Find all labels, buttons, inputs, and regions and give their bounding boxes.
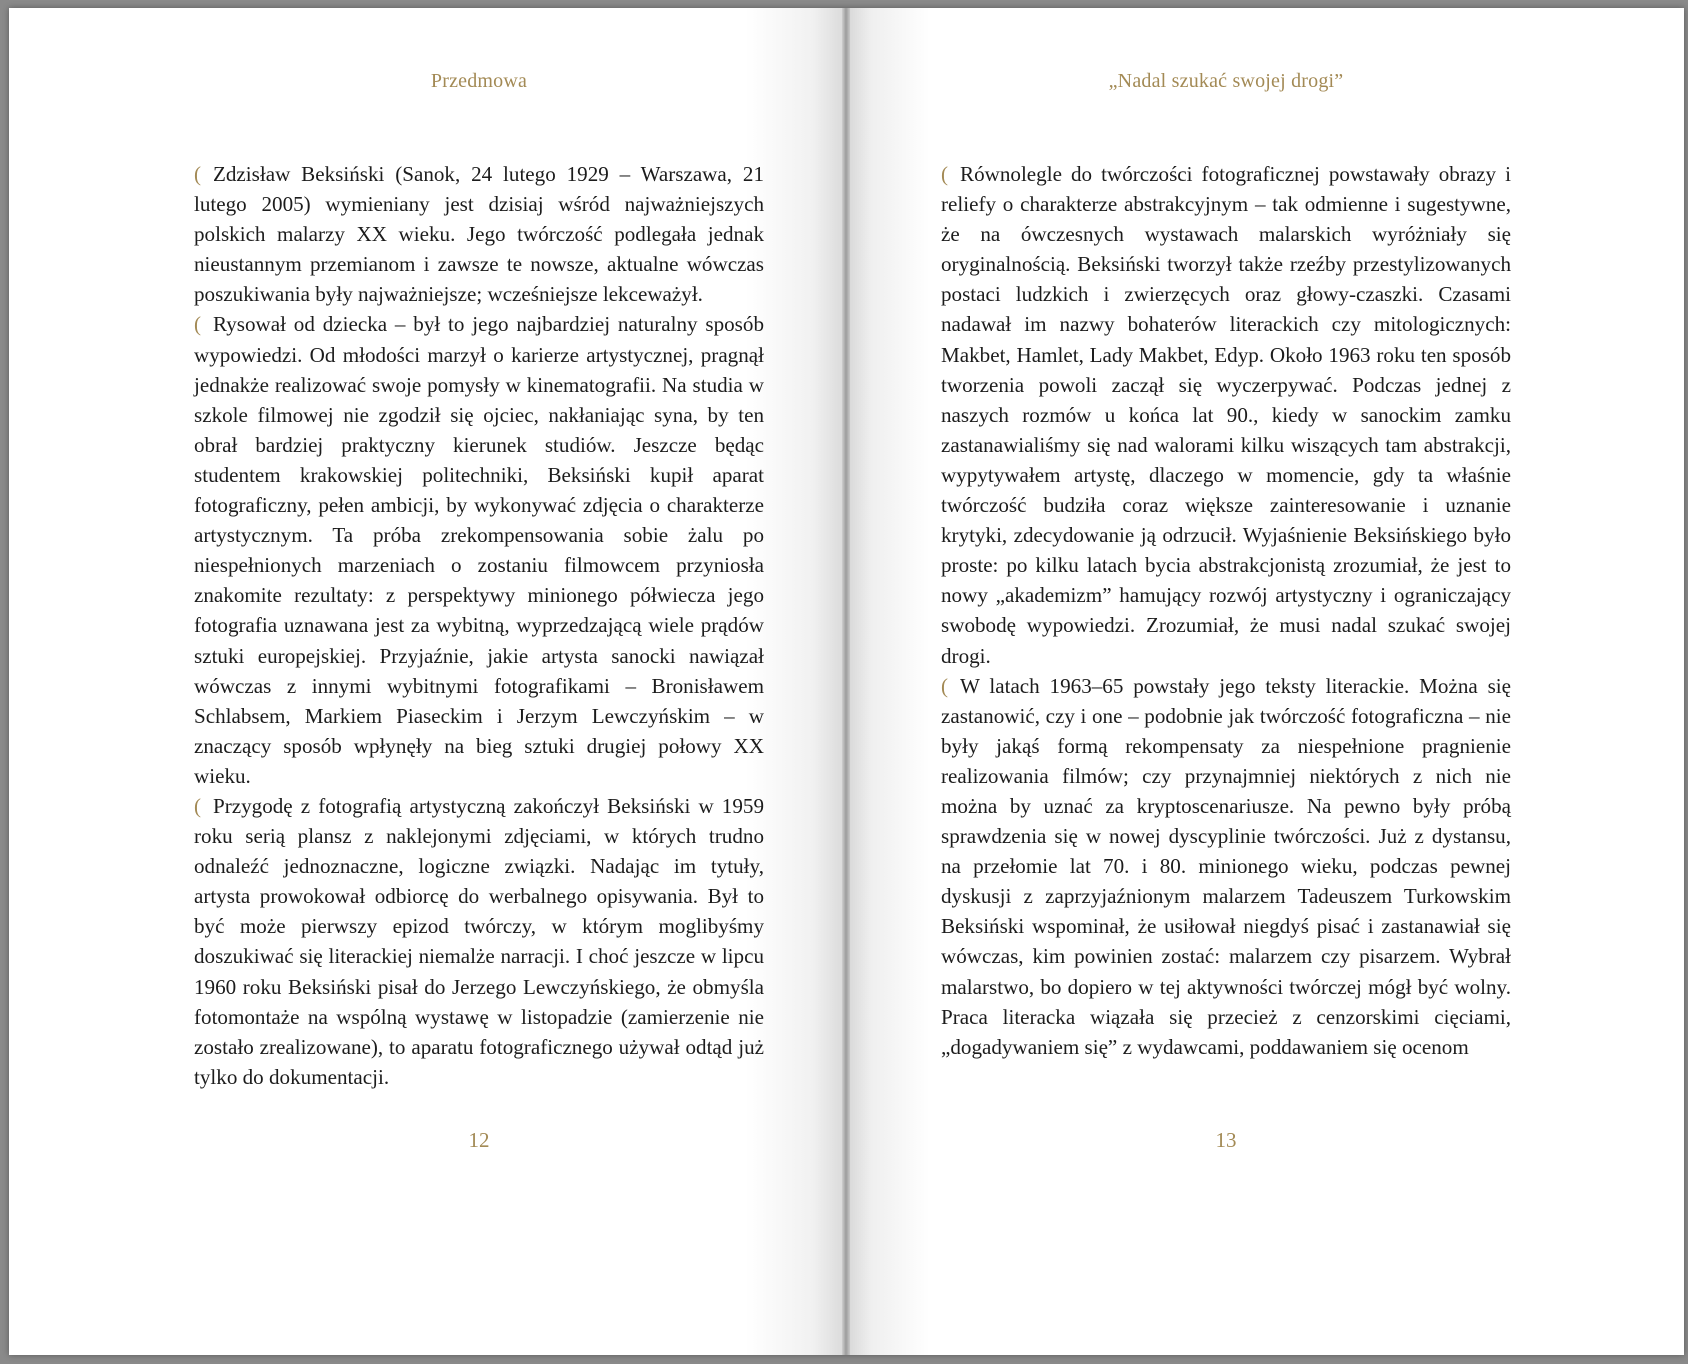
- paragraph-mark-icon: (: [194, 793, 201, 818]
- paragraph: [194, 309, 764, 791]
- running-head-right: „Nadal szukać swojej drogi”: [1108, 70, 1344, 92]
- paragraph-text: Zdzisław Beksiński (Sanok, 24 lutego 1929 – Warszawa, 21 lutego 2005) wymieniany jest dzisiaj wśród najważniejszych polskich malarzy XX wieku. Jego twórczość podlegała jednak nieustannym przemianom i zawsze te nowsze, aktualne wówczas poszukiwania były najważniejsze; wcześniejsze lekceważył.: [194, 162, 764, 307]
- running-head-left: Przedmowa: [430, 70, 528, 92]
- paragraph-mark-icon: (: [941, 673, 948, 698]
- paragraph-mark-icon: (: [941, 162, 948, 186]
- paragraph: [941, 671, 1511, 1062]
- book-spread: [9, 8, 1684, 1355]
- paragraph-text: Równolegle do twórczości fotograficznej powstawały obrazy i reliefy o charakterze abstrakcyjnym – tak odmienne i sugestywne, że na ówczesnych wystawach malarskich wyróżniały się oryginalnością. Beksiński tworzył także rzeźby przestylizowanych postaci ludzkich i zwierzęcych oraz głowy-czaszki. Czasami nadawał im nazwy bohaterów literackich czy mitologicznych: Makbet, Hamlet, Lady Makbet, Edyp. Około 1963 roku ten sposób tworzenia powoli zaczął się wyczerpywać. Podczas jednej z naszych rozmów u końca lat 90., kiedy w sanockim zamku zastanawialiśmy się nad walorami kilku wiszących tam abstrakcji, wypytywałem artystę, dlaczego w momencie, gdy ta właśnie twórczość budziła coraz większe zainteresowanie i uznanie krytyki, zdecydowanie ją odrzucił. Wyjaśnienie Beksińskiego było proste: po kilku latach bycia abstrakcjonistą zrozumiał, że jest to nowy „akademizm” hamujący rozwój artystyczny i ograniczający swobodę wypowiedzi. Zrozumiał, że musi nadal szukać swojej drogi.: [941, 162, 1511, 668]
- paragraph-text: Przygodę z fotografią artystyczną zakończył Beksiński w 1959 roku serią plansz z naklejonymi zdjęciami, w których trudno odnaleźć jednoznaczne, logiczne związki. Nadając im tytuły, artysta prowokował odbiorcę do werbalnego opisywania. Był to być może pierwszy epizod twórczy, w którym moglibyśmy doszukiwać się literackiej niemalże narracji. I choć jeszcze w lipcu 1960 roku Beksiński pisał do Jerzego Lewczyńskiego, że obmyśla fotomontaże na wspólną wystawę w listopadzie (zamierzenie nie zostało zrealizowane), to aparatu fotograficznego używał odtąd już tylko do dokumentacji.: [194, 793, 764, 1089]
- right-page-body: [941, 159, 1511, 1062]
- paragraph: [194, 159, 764, 309]
- left-page: [9, 8, 846, 1355]
- book-gutter: [842, 8, 850, 1355]
- paragraph: [941, 159, 1511, 671]
- page-number-left: 12: [468, 1128, 490, 1152]
- left-page-body: [194, 159, 764, 1092]
- right-page: [846, 8, 1684, 1355]
- paragraph-mark-icon: (: [194, 162, 201, 186]
- paragraph-text: W latach 1963–65 powstały jego teksty literackie. Można się zastanowić, czy i one – podobnie jak twórczość fotograficzna – nie były jakąś formą rekompensaty za niespełnione pragnienie realizowania filmów; czy przynajmniej niektórych z nich nie można by uznać za kryptoscenariusze. Na pewno były próbą sprawdzenia się w nowej dyscyplinie twórczości. Już z dystansu, na przełomie lat 70. i 80. minionego wieku, podczas pewnej dyskusji z zaprzyjaźnionym malarzem Tadeuszem Turkowskim Beksiński wspominał, że usiłował niegdyś pisać i zastanawiał się wówczas, kim powinien zostać: malarzem czy pisarzem. Wybrał malarstwo, bo dopiero w tej aktywności twórczej mógł być wolny. Praca literacka wiązała się przecież z cenzorskimi cięciami, „dogadywaniem się” z wydawcami, poddawaniem się ocenom: [941, 673, 1511, 1059]
- paragraph-mark-icon: (: [194, 312, 201, 337]
- paragraph-text: Rysował od dziecka – był to jego najbardziej naturalny sposób wypowiedzi. Od młodości marzył o karierze artystycznej, pragnął jednakże realizować swoje pomysły w kinematografii. Na studia w szkole filmowej nie zgodził się ojciec, nakłaniając syna, by ten obrał bardziej praktyczny kierunek studiów. Jeszcze będąc studentem krakowskiej politechniki, Beksiński kupił aparat fotograficzny, pełen ambicji, by wykonywać zdjęcia o charakterze artystycznym. Ta próba zrekompensowania sobie żalu po niespełnionych marzeniach o zostaniu filmowcem przyniosła znakomite rezultaty: z perspektywy minionego półwiecza jego fotografia uznawana jest za wybitną, wyprzedzającą wiele prądów sztuki europejskiej. Przyjaźnie, jakie artysta sanocki nawiązał wówczas z innymi wybitnymi fotografikami – Bronisławem Schlabsem, Markiem Piaseckim i Jerzym Lewczyńskim – w znaczący sposób wpłynęły na bieg sztuki drugiej połowy XX wieku.: [194, 312, 764, 788]
- paragraph: [194, 791, 764, 1092]
- page-number-right: 13: [1215, 1128, 1237, 1152]
